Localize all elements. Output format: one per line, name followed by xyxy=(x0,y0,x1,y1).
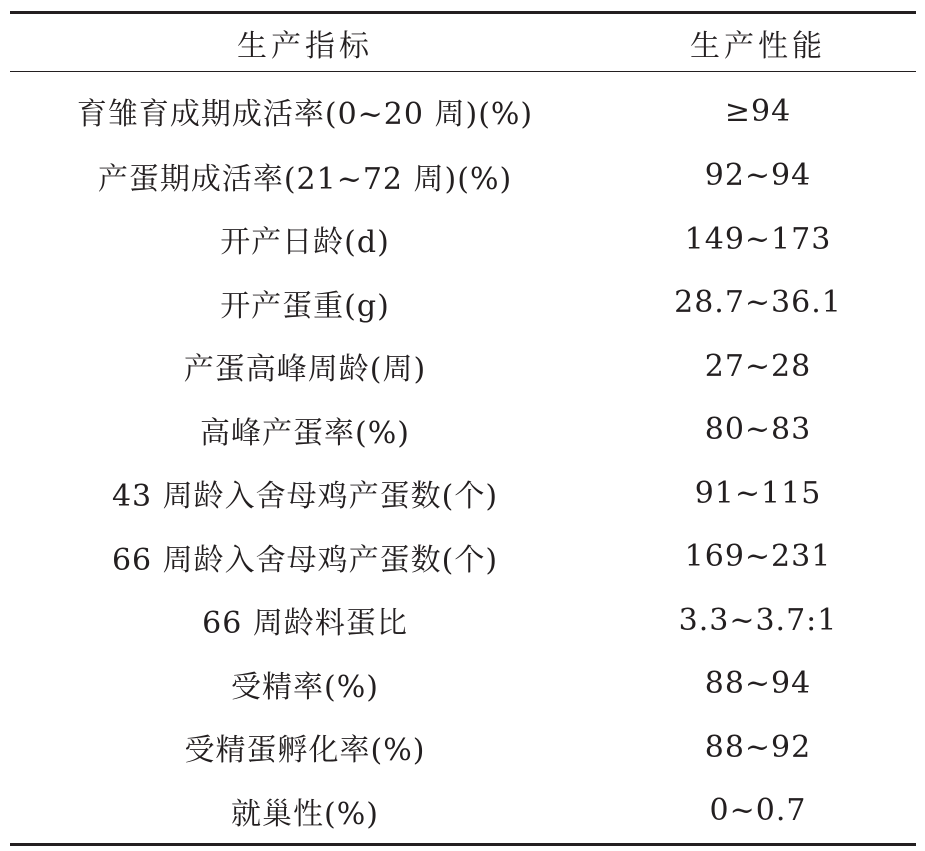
value-cell: 0~0.7 xyxy=(709,793,807,829)
table-row xyxy=(10,652,916,716)
indicator-cell: 产蛋期成活率(21~72 周)(%) xyxy=(97,161,513,197)
indicator-cell: 受精蛋孵化率(%) xyxy=(184,733,426,769)
value-cell: 91~115 xyxy=(694,475,822,511)
production-performance-table xyxy=(10,11,916,846)
table-row xyxy=(10,779,916,844)
value-cell: 149~173 xyxy=(684,221,832,257)
table-row xyxy=(10,335,916,399)
table-header xyxy=(10,13,916,72)
indicator-cell: 受精率(%) xyxy=(231,669,379,705)
header-performance: 生产性能 xyxy=(690,28,826,64)
table-body xyxy=(10,72,916,845)
value-cell: 88~94 xyxy=(704,666,812,702)
indicator-cell: 66 周龄料蛋比 xyxy=(202,606,408,642)
table-row xyxy=(10,716,916,780)
table-row xyxy=(10,271,916,335)
table-row xyxy=(10,398,916,462)
value-cell: 28.7~36.1 xyxy=(674,285,842,321)
indicator-cell: 就巢性(%) xyxy=(231,796,379,832)
table-row xyxy=(10,72,916,145)
indicator-cell: 高峰产蛋率(%) xyxy=(200,415,410,451)
header-row xyxy=(10,13,916,72)
value-cell: 80~83 xyxy=(704,412,812,448)
indicator-cell: 开产蛋重(g) xyxy=(220,288,390,324)
value-cell: 3.3~3.7:1 xyxy=(678,602,838,638)
indicator-cell: 产蛋高峰周龄(周) xyxy=(183,352,427,388)
table-row xyxy=(10,589,916,653)
indicator-cell: 43 周龄入舍母鸡产蛋数(个) xyxy=(111,479,499,515)
table-row xyxy=(10,525,916,589)
value-cell: 88~92 xyxy=(704,729,812,765)
value-cell: 27~28 xyxy=(704,348,812,384)
table-row xyxy=(10,462,916,526)
header-indicator: 生产指标 xyxy=(237,28,373,64)
value-cell: 92~94 xyxy=(704,158,812,194)
value-cell: 169~231 xyxy=(684,539,832,575)
production-table-container xyxy=(10,11,916,846)
value-cell: ≥94 xyxy=(724,93,792,129)
table-row xyxy=(10,208,916,272)
indicator-cell: 育雏育成期成活率(0~20 周)(%) xyxy=(76,97,534,132)
indicator-cell: 开产日龄(d) xyxy=(220,225,390,261)
table-row xyxy=(10,144,916,208)
indicator-cell: 66 周龄入舍母鸡产蛋数(个) xyxy=(111,542,499,578)
